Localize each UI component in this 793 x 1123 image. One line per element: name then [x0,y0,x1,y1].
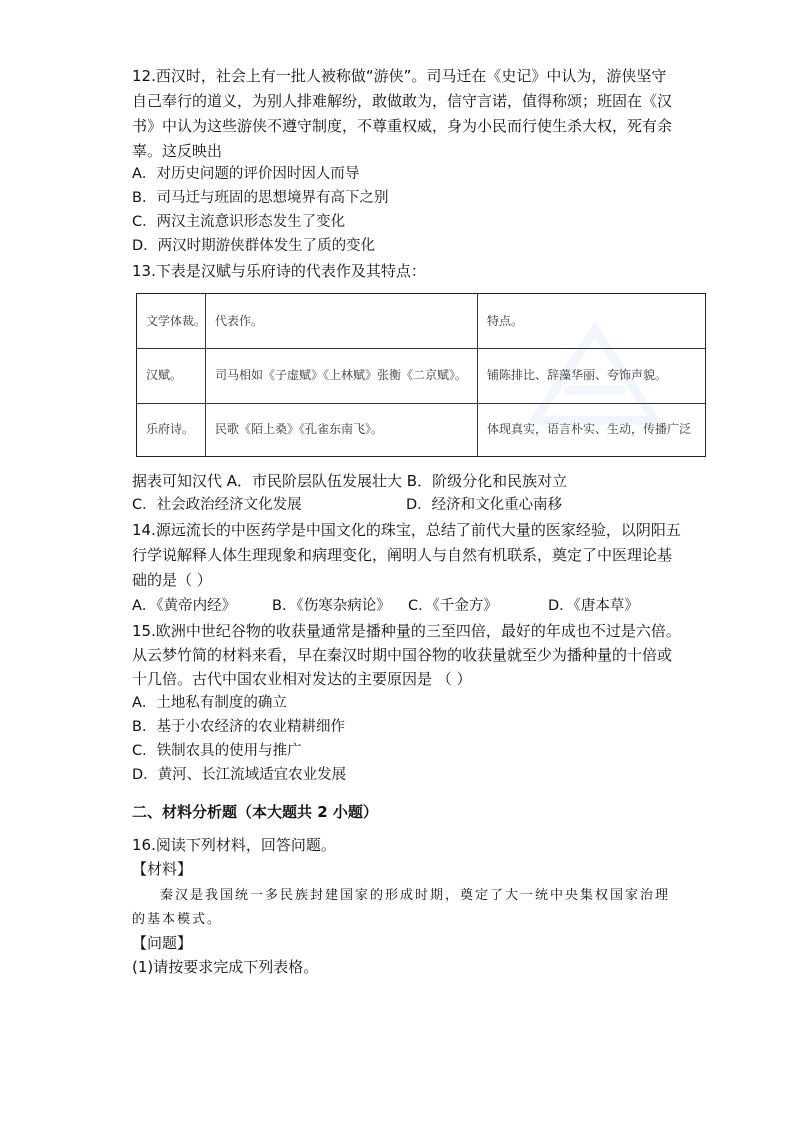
cell-yuefu-works: 民歌《陌上桑》《孔雀东南飞》。 [215,422,384,436]
q16-stem: 16.阅读下列材料，回答问题。 [132,836,336,854]
q14-line-3: 础的是（ ） [132,571,212,589]
cell-yuefu-genre: 乐府诗。 [146,422,195,436]
section-title: 二、材料分析题（本大题共 2 小题） [132,803,378,821]
q16-material-line-1: 秦汉是我国统一多民族封建国家的形成时期，奠定了大一统中央集权国家治理 [160,888,671,903]
q12-line-3: 书》中认为这些游侠不遵守制度，不尊重权威，身为小民而行使生杀大权，死有余 [132,117,673,135]
q13-option-c: C．社会政治经济文化发展 [132,497,302,513]
q15-option-b: B．基于小农经济的农业精耕细作 [132,719,345,735]
q12-option-a: A．对历史问题的评价因时因人而导 [132,166,360,182]
q15-option-a: A．土地私有制度的确立 [132,695,287,711]
cell-hanfu-genre: 汉赋。 [146,368,183,382]
q16-material-label: 【材料】 [132,860,193,878]
q12-option-b: B．司马迁与班固的思想境界有高下之别 [132,190,389,206]
q15-line-2: 从云梦竹简的材料来看，早在秦汉时期中国谷物的收获量就至少为播种量的十倍或 [132,646,673,664]
q15-option-c: C．铁制农具的使用与推广 [132,743,302,759]
q13-line-1: 据表可知汉代 A．市民阶层队伍发展壮大 B．阶级分化和民族对立 [132,472,568,490]
q14-option-c: C．《千金方》 [408,598,498,614]
q12-line-4: 辜。这反映出 [132,142,223,160]
header-features: 特点。 [487,314,524,328]
q12-line-2: 自己奉行的道义，为别人排难解纷，敢做敢为，信守言诺，值得称颂；班固在《汉 [132,92,673,110]
q12-line-1: 12.西汉时，社会上有一批人被称做“游侠”。司马迁在《史记》中认为，游侠坚守 [132,67,667,85]
q14-option-b: B．《伤寒杂病论》 [272,598,391,614]
q14-option-a: A．《黄帝内经》 [132,598,237,614]
q16-question-label: 【问题】 [132,934,193,952]
q16-material-line-2: 的基本模式。 [132,912,223,927]
q15-line-3: 十几倍。古代中国农业相对发达的主要原因是 （ ） [132,670,472,688]
q14-option-d: D．《唐本草》 [548,598,639,614]
q15-option-d: D．黄河、长江流域适宜农业发展 [132,767,347,783]
q13-stem: 13.下表是汉赋与乐府诗的代表作及其特点： [132,262,426,280]
q14-line-1: 14.源远流长的中医药学是中国文化的珠宝，总结了前代大量的医家经验，以阴阳五 [132,521,681,539]
watermark-icon [520,300,670,450]
q12-option-d: D．两汉时期游侠群体发生了质的变化 [132,238,376,254]
cell-hanfu-features: 铺陈排比、辞藻华丽、夸饰声貌。 [487,368,668,382]
cell-yuefu-features: 体现真实，语言朴实、生动，传播广泛 [487,422,692,436]
header-genre: 文学体裁。 [146,314,207,328]
q16-sub-1: (1)请按要求完成下列表格。 [132,958,319,976]
q14-line-2: 行学说解释人体生理现象和病理变化，阐明人与自然有机联系，奠定了中医理论基 [132,546,673,564]
q15-line-1: 15.欧洲中世纪谷物的收获量通常是播种量的三至四倍，最好的年成也不过是六倍。 [132,622,681,640]
table-divider [477,294,478,456]
q12-option-c: C．两汉主流意识形态发生了变化 [132,214,346,230]
header-works: 代表作。 [215,314,264,328]
cell-hanfu-works: 司马相如《子虚赋》《上林赋》张衡《二京赋》。 [215,368,468,382]
q13-option-d: D．经济和文化重心南移 [406,497,563,513]
